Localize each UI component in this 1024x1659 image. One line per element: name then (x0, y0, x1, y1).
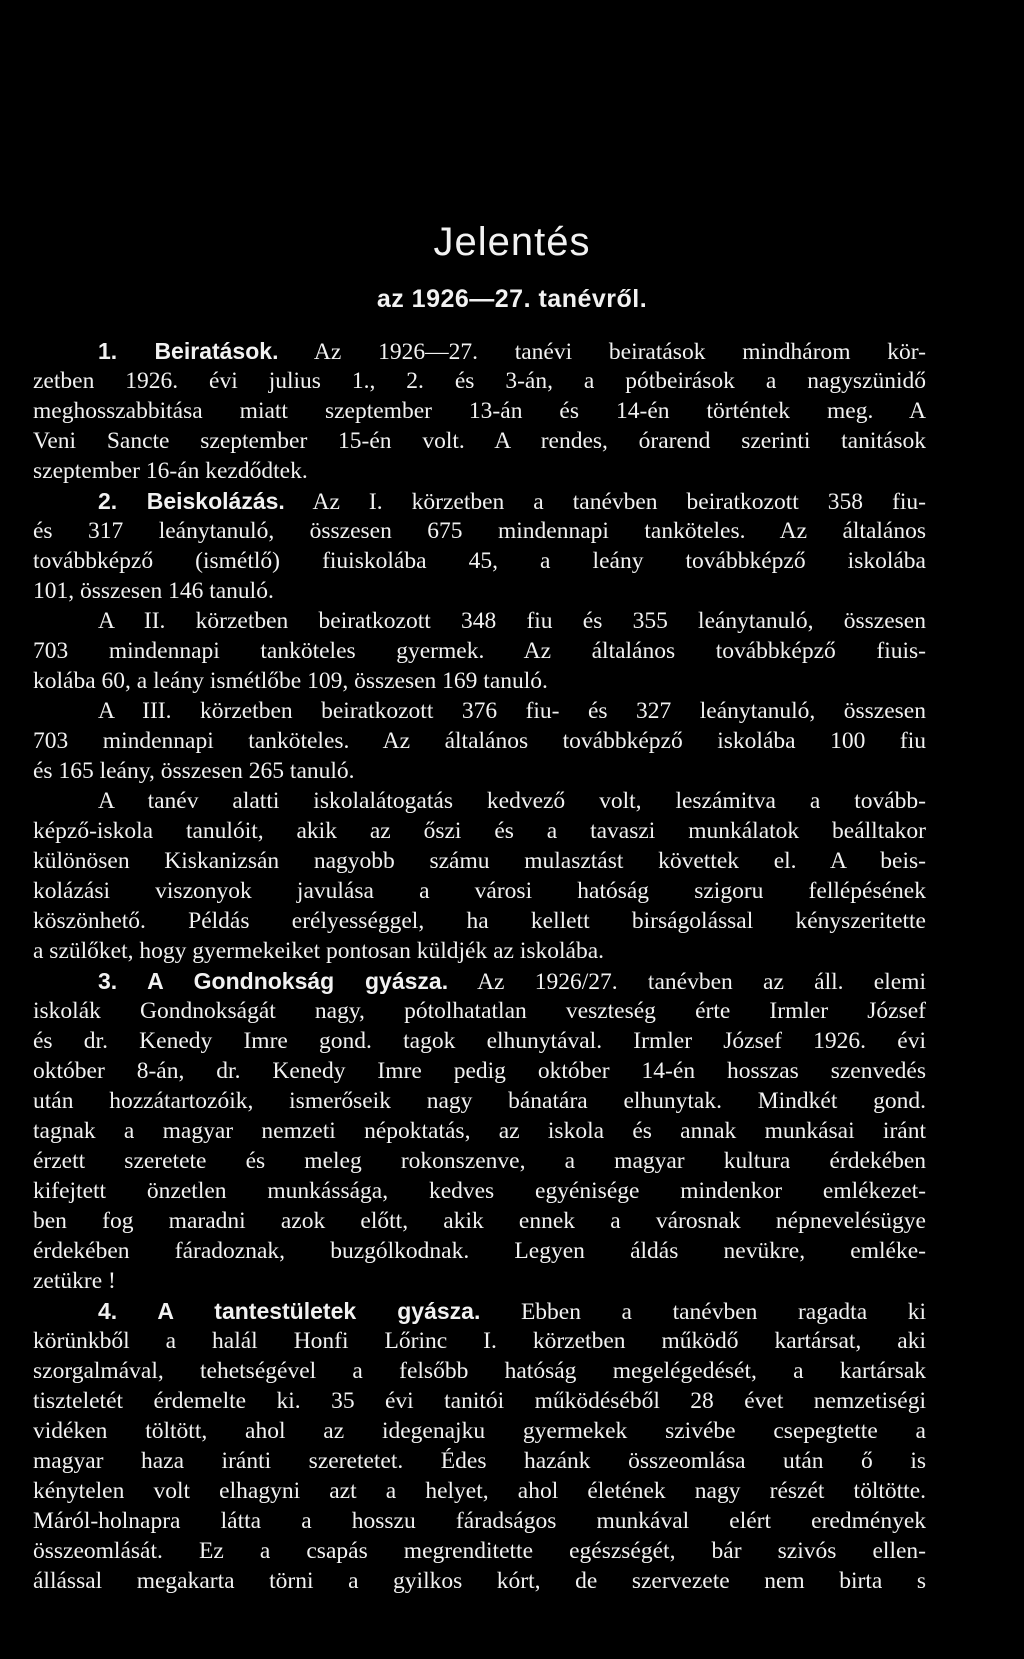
text-line: 3. A Gondnokság gyásza. Az 1926/27. tanévben az áll. elemi (98, 968, 926, 995)
text-line: szeptember 16-án kezdődtek. (33, 458, 308, 484)
document-subtitle: az 1926—27. tanévről. (376, 285, 648, 313)
text-line: érdekében fáradoznak, buzgólkodnak. Legyen áldás nevükre, emléke- (33, 1238, 926, 1264)
text-line: és 165 leány, összesen 265 tanuló. (33, 758, 355, 784)
text-line: a szülőket, hogy gyermekeiket pontosan küldjék az iskolába. (33, 938, 605, 964)
document-title: Jelentés (433, 220, 591, 264)
text-line: meghosszabbitása miatt szeptember 13-án és 14-én történtek meg. A (33, 398, 926, 424)
text-line: tiszteletét érdemelte ki. 35 évi tanitói működéséből 28 évet nemzetiségi (33, 1388, 926, 1414)
text-line: kolázási viszonyok javulása a városi hatóság szigoru fellépésének (33, 878, 926, 904)
text-line: és dr. Kenedy Imre gond. tagok elhunytával. Irmler József 1926. évi (33, 1028, 926, 1054)
text-line: zetükre ! (33, 1268, 116, 1294)
text-line: vidéken töltött, ahol az idegenajku gyermekek szivébe csepegtette a (33, 1418, 926, 1444)
text-line: kolába 60, a leány ismétlőbe 109, összesen 169 tanuló. (33, 668, 548, 694)
text-line: 4. A tantestületek gyásza. Ebben a tanévben ragadta ki (98, 1298, 926, 1325)
text-line: Veni Sancte szeptember 15-én volt. A rendes, órarend szerinti tanitások (33, 428, 926, 454)
text-line: köszönhető. Példás erélyességgel, ha kellett birságolással kényszeritette (33, 908, 926, 934)
text-line: 1. Beiratások. Az 1926—27. tanévi beiratások mindhárom kör- (98, 338, 926, 365)
text-line: 101, összesen 146 tanuló. (33, 578, 274, 604)
text-line: október 8-án, dr. Kenedy Imre pedig október 14-én hosszas szenvedés (33, 1058, 926, 1084)
text-line: Máról-holnapra látta a hosszu fáradságos munkával elért eredmények (33, 1508, 926, 1534)
text-line: és 317 leánytanuló, összesen 675 mindennapi tanköteles. Az általános (33, 518, 926, 544)
text-line: ben fog maradni azok előtt, akik ennek a városnak népnevelésügye (33, 1208, 926, 1234)
text-line: magyar haza iránti szeretetet. Édes hazánk összeomlása után ő is (33, 1448, 926, 1474)
text-line: összeomlását. Ez a csapás megrenditette egészségét, bár szivós ellen- (33, 1538, 926, 1564)
text-line: szorgalmával, tehetségével a felsőbb hatóság megelégedését, a kartársak (33, 1358, 926, 1384)
text-line: érzett szeretete és meleg rokonszenve, a magyar kultura érdekében (33, 1148, 926, 1174)
text-line: után hozzátartozóik, ismerőseik nagy bánatára elhunytak. Mindkét gond. (33, 1088, 926, 1114)
text-line: különösen Kiskanizsán nagyobb számu mulasztást követtek el. A beis- (33, 848, 926, 874)
text-line: továbbképző (ismétlő) fiuiskolába 45, a leány továbbképző iskolába (33, 548, 926, 574)
text-line: 703 mindennapi tanköteles gyermek. Az általános továbbképző fiuis- (33, 638, 926, 664)
text-line: A tanév alatti iskolalátogatás kedvező volt, leszámitva a tovább- (98, 788, 926, 814)
section-heading: 3. A Gondnokság gyásza. (98, 968, 449, 994)
text-line: 703 mindennapi tanköteles. Az általános továbbképző iskolába 100 fiu (33, 728, 926, 754)
section-heading: 2. Beiskolázás. (98, 488, 285, 514)
text-line: állással megakarta törni a gyilkos kórt, de szervezete nem birta s (33, 1568, 926, 1594)
text-line: iskolák Gondnokságát nagy, pótolhatatlan veszteség érte Irmler József (33, 998, 926, 1024)
text-line: 2. Beiskolázás. Az I. körzetben a tanévben beiratkozott 358 fiu- (98, 488, 926, 515)
text-line: A III. körzetben beiratkozott 376 fiu- és 327 leánytanuló, összesen (98, 698, 926, 724)
section-heading: 1. Beiratások. (98, 338, 279, 364)
text-line: tagnak a magyar nemzeti népoktatás, az iskola és annak munkásai iránt (33, 1118, 926, 1144)
text-line: zetben 1926. évi julius 1., 2. és 3-án, a pótbeirások a nagyszünidő (33, 368, 926, 394)
text-line: kifejtett önzetlen munkássága, kedves egyénisége mindenkor emlékezet- (33, 1178, 926, 1204)
text-line: körünkből a halál Honfi Lőrinc I. körzetben működő kartársat, aki (33, 1328, 926, 1354)
text-line: A II. körzetben beiratkozott 348 fiu és 355 leánytanuló, összesen (98, 608, 926, 634)
text-line: kénytelen volt elhagyni azt a helyet, ahol életének nagy részét töltötte. (33, 1478, 926, 1504)
section-heading: 4. A tantestületek gyásza. (98, 1298, 481, 1324)
text-line: képző-iskola tanulóit, akik az őszi és a tavaszi munkálatok beálltakor (33, 818, 926, 844)
